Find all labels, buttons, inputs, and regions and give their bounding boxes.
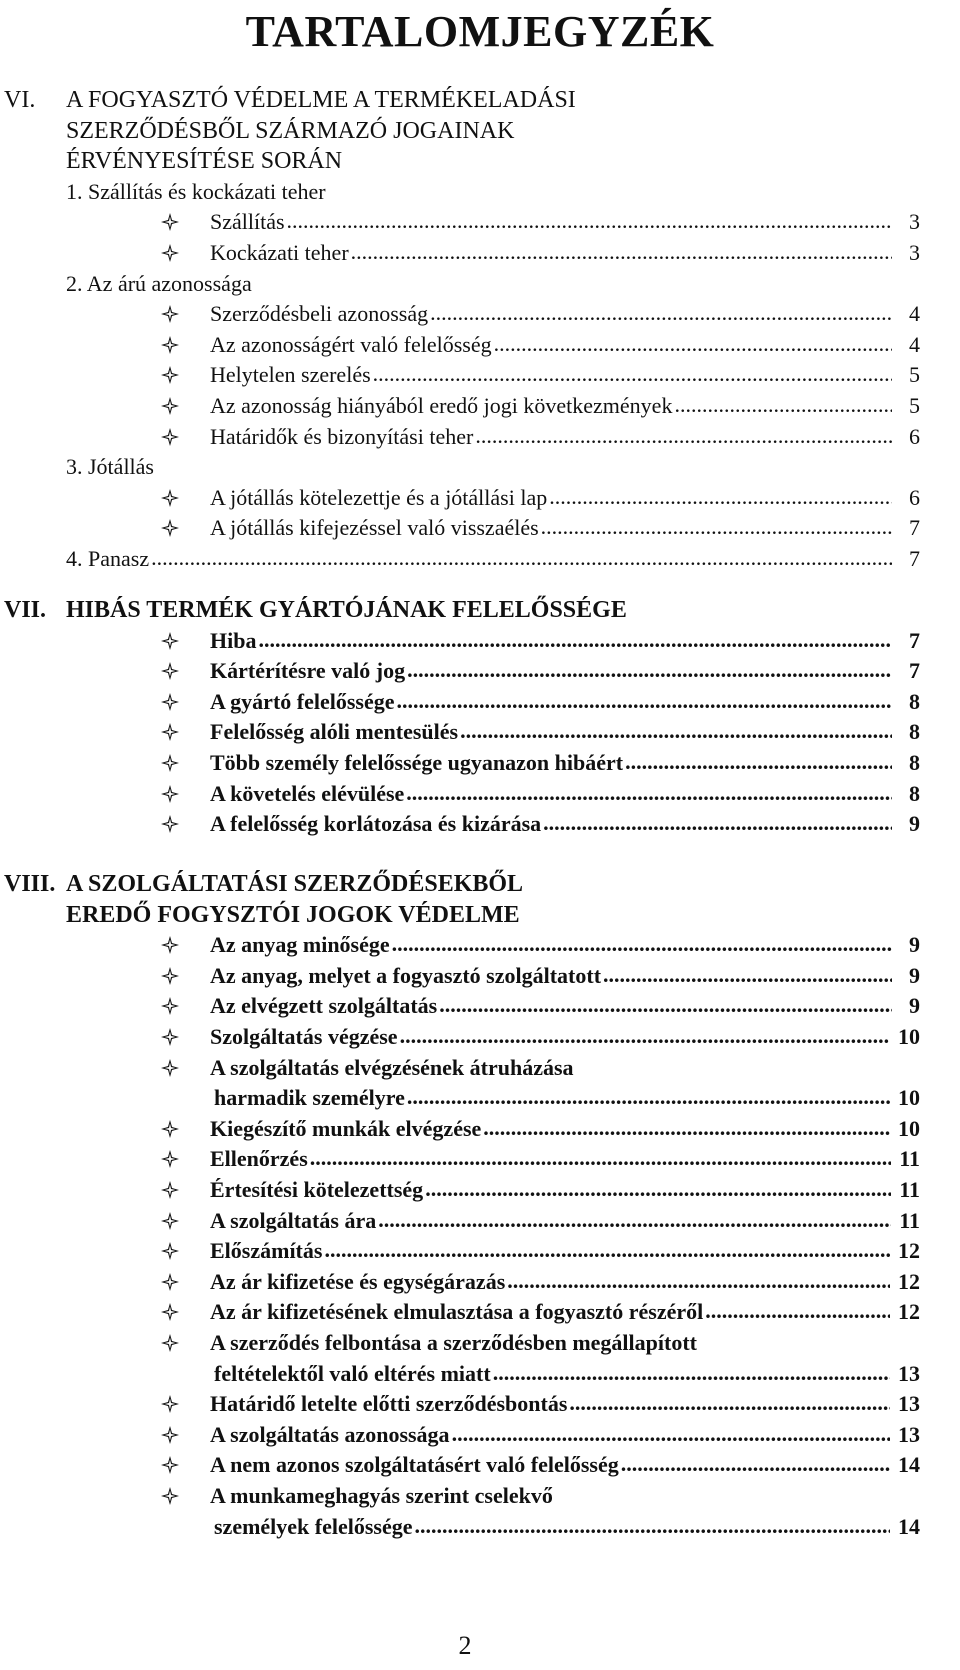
toc-entry-label: Szolgáltatás végzése — [210, 1024, 398, 1049]
toc-subsection-label: 4. Panasz — [66, 546, 150, 571]
toc-entry-label: Az elvégzett szolgáltatás — [210, 993, 438, 1019]
toc-entry[interactable] — [210, 747, 920, 779]
toc-entry[interactable] — [210, 1174, 920, 1206]
toc-page-number: 12 — [898, 1299, 920, 1325]
section-heading-text: SZERZŐDÉSBŐL SZÁRMAZÓ JOGAINAK — [66, 117, 515, 144]
dot-leader — [705, 1295, 890, 1327]
toc-entry[interactable] — [210, 778, 920, 810]
toc-entry-label: feltételektől való eltérés miatt — [214, 1360, 491, 1386]
toc-entry-label: Határidő letelte előtti szerződésbontás — [210, 1391, 568, 1417]
toc-entry-label: Kiegészítő munkák elvégzése — [210, 1115, 482, 1141]
toc-entry-label: Több személy felelőssége ugyanazon hibáért — [210, 750, 624, 775]
toc-entry-label: Ellenőrzés — [210, 1146, 308, 1172]
toc-entry[interactable] — [210, 929, 920, 961]
diamond-bullet-icon — [160, 1180, 180, 1200]
dot-leader — [621, 1448, 890, 1480]
diamond-bullet-icon — [160, 1333, 180, 1353]
diamond-bullet-icon — [160, 1149, 180, 1169]
toc-entry-label: Az azonosságért való felelősség — [210, 331, 492, 357]
toc-entry[interactable] — [210, 421, 920, 453]
dot-leader — [397, 685, 893, 717]
diamond-bullet-icon — [160, 661, 180, 681]
toc-entry-label: Szállítás — [210, 209, 285, 235]
toc-entry-label: A szerződés felbontása a szerződésben megállapított — [210, 1330, 697, 1355]
toc-entry-label: Kockázati teher — [210, 240, 349, 265]
dot-leader — [569, 1387, 890, 1419]
toc-entry[interactable] — [210, 359, 920, 391]
toc-entry[interactable] — [210, 655, 920, 687]
toc-entry[interactable] — [210, 1419, 920, 1451]
dot-leader — [407, 1081, 890, 1113]
toc-page-number: 9 — [909, 993, 920, 1019]
diamond-bullet-icon — [160, 814, 180, 834]
diamond-bullet-icon — [160, 996, 180, 1016]
diamond-bullet-icon — [160, 1058, 180, 1078]
diamond-bullet-icon — [160, 396, 180, 416]
toc-entry[interactable] — [210, 1388, 920, 1420]
toc-entry-label: Előszámítás — [210, 1238, 323, 1264]
toc-entry[interactable] — [210, 1235, 920, 1267]
section-heading — [4, 868, 920, 900]
toc-page-number: 11 — [899, 1177, 920, 1202]
toc-page-number: 6 — [909, 423, 920, 449]
dot-leader — [392, 928, 892, 960]
diamond-bullet-icon — [160, 212, 180, 232]
dot-leader — [439, 989, 892, 1021]
section-heading-text: A SZOLGÁLTATÁSI SZERZŐDÉSEKBŐL — [66, 871, 524, 897]
diamond-bullet-icon — [160, 784, 180, 804]
toc-page-number: 7 — [909, 658, 920, 684]
toc-entry[interactable] — [210, 298, 920, 330]
section-heading — [66, 145, 920, 177]
toc-entry[interactable] — [210, 625, 920, 657]
section-number: VI. — [4, 87, 36, 113]
toc-page-number: 13 — [898, 1360, 920, 1386]
diamond-bullet-icon — [160, 1027, 180, 1047]
toc-entry-label: Az anyag minősége — [210, 932, 390, 958]
toc-entry[interactable] — [210, 1266, 920, 1298]
diamond-bullet-icon — [160, 692, 180, 712]
diamond-bullet-icon — [160, 631, 180, 651]
toc-entry-label: A követelés elévülése — [210, 780, 405, 806]
toc-page-number: 10 — [898, 1115, 920, 1141]
diamond-bullet-icon — [160, 1211, 180, 1231]
toc-entry[interactable] — [210, 329, 920, 361]
section-heading — [4, 84, 920, 116]
toc-entry[interactable] — [210, 1021, 920, 1053]
toc-entry[interactable] — [210, 1480, 920, 1512]
toc-entry-label: A gyártó felelőssége — [210, 688, 395, 714]
dot-leader — [541, 511, 892, 543]
toc-entry-label: Kártérítésre való jog — [210, 658, 406, 684]
section-heading — [66, 899, 920, 931]
toc-subsection[interactable] — [66, 543, 920, 575]
toc-entry-label: harmadik személyre — [214, 1085, 405, 1111]
toc-entry[interactable] — [210, 990, 920, 1022]
section-heading — [66, 115, 920, 147]
toc-entry[interactable] — [210, 1327, 920, 1359]
toc-entry-label: Felelősség alóli mentesülés — [210, 719, 459, 745]
dot-leader — [310, 1142, 891, 1174]
diamond-bullet-icon — [160, 488, 180, 508]
toc-entry[interactable] — [210, 390, 920, 422]
toc-entry-label: Az ár kifizetése és egységárazás — [210, 1268, 506, 1294]
dot-leader — [425, 1173, 891, 1205]
section-number: VII. — [4, 597, 47, 623]
toc-entry-label: A munkameghagyás szerint cselekvő — [210, 1483, 553, 1508]
toc-entry[interactable] — [210, 686, 920, 718]
toc-entry[interactable] — [210, 237, 920, 269]
dot-leader — [373, 358, 892, 390]
toc-entry[interactable] — [210, 512, 920, 544]
toc-entry-label: Határidők és bizonyítási teher — [210, 423, 474, 449]
toc-entry[interactable] — [210, 960, 920, 992]
toc-page-number: 10 — [898, 1024, 920, 1049]
diamond-bullet-icon — [160, 966, 180, 986]
toc-entry-label: Az anyag, melyet a fogyasztó szolgáltatott — [210, 962, 602, 988]
toc-subsection[interactable] — [66, 268, 920, 300]
dot-leader — [625, 746, 892, 778]
toc-entry[interactable] — [210, 482, 920, 514]
toc-entry[interactable] — [210, 1205, 920, 1237]
toc-page-number: 9 — [909, 811, 920, 837]
toc-page-number: 7 — [909, 546, 920, 571]
toc-entry-label: A szolgáltatás elvégzésének átruházása — [210, 1054, 574, 1080]
toc-page-number: 8 — [909, 688, 920, 714]
toc-page-number: 13 — [898, 1421, 920, 1447]
toc-subsection[interactable] — [66, 451, 920, 483]
toc-page-number: 9 — [909, 932, 920, 958]
dot-leader — [460, 715, 892, 747]
dot-leader — [378, 1204, 891, 1236]
dot-leader — [406, 777, 892, 809]
toc-page-number: 8 — [909, 780, 920, 806]
diamond-bullet-icon — [160, 1486, 180, 1506]
dot-leader — [603, 959, 892, 991]
toc-page-number: 14 — [898, 1513, 920, 1539]
toc-page-number: 8 — [909, 750, 920, 775]
dot-leader — [475, 420, 892, 452]
toc-page-number: 11 — [899, 1146, 920, 1172]
diamond-bullet-icon — [160, 753, 180, 773]
section-heading — [4, 594, 920, 626]
toc-entry-label: Hiba — [210, 627, 257, 653]
dot-leader — [452, 1418, 890, 1450]
dot-leader — [151, 542, 892, 574]
toc-entry-label: Értesítési kötelezettség — [210, 1177, 424, 1202]
toc-page-number: 3 — [909, 209, 920, 235]
toc-entry-label: A jótállás kifejezéssel való visszaélés — [210, 515, 539, 541]
toc-entry[interactable] — [210, 206, 920, 238]
diamond-bullet-icon — [160, 365, 180, 385]
section-heading-text: A FOGYASZTÓ VÉDELME A TERMÉKELADÁSI — [66, 87, 576, 113]
diamond-bullet-icon — [160, 1394, 180, 1414]
section-heading-text: ÉRVÉNYESÍTÉSE SORÁN — [66, 148, 343, 175]
dot-leader — [287, 205, 892, 237]
toc-subsection-label: 2. Az árú azonossága — [66, 270, 252, 296]
diamond-bullet-icon — [160, 722, 180, 742]
toc-entry[interactable] — [210, 808, 920, 840]
toc-page-number: 7 — [909, 515, 920, 541]
dot-leader — [324, 1234, 890, 1266]
section-number: VIII. — [4, 871, 56, 897]
toc-entry-label: Helytelen szerelés — [210, 362, 371, 388]
toc-page-number: 3 — [909, 240, 920, 265]
dot-leader — [407, 654, 892, 686]
dot-leader — [415, 1510, 890, 1542]
toc-page-number: 12 — [898, 1268, 920, 1294]
diamond-bullet-icon — [160, 1272, 180, 1292]
toc-entry-label: A szolgáltatás ára — [210, 1207, 377, 1233]
toc-entry[interactable] — [210, 1143, 920, 1175]
diamond-bullet-icon — [160, 1241, 180, 1261]
toc-page-number: 13 — [898, 1391, 920, 1417]
toc-page-number: 6 — [909, 484, 920, 510]
diamond-bullet-icon — [160, 427, 180, 447]
dot-leader — [549, 481, 892, 513]
toc-entry[interactable] — [210, 716, 920, 748]
diamond-bullet-icon — [160, 1425, 180, 1445]
dot-leader — [258, 624, 892, 656]
toc-page-number: 5 — [909, 393, 920, 418]
toc-entry-label: Az ár kifizetésének elmulasztása a fogyasztó részéről — [210, 1299, 704, 1325]
toc-page-number: 4 — [909, 331, 920, 357]
diamond-bullet-icon — [160, 335, 180, 355]
diamond-bullet-icon — [160, 1119, 180, 1139]
toc-page-number: 11 — [899, 1207, 920, 1233]
toc-entry-continuation[interactable] — [214, 1358, 920, 1390]
toc-entry-label: A jótállás kötelezettje és a jótállási lap — [210, 484, 548, 510]
dot-leader — [543, 807, 892, 839]
section-heading-text: EREDŐ FOGYSZTÓI JOGOK VÉDELME — [66, 901, 520, 928]
dot-leader — [674, 389, 892, 421]
section-heading-text: HIBÁS TERMÉK GYÁRTÓJÁNAK FELELŐSSÉGE — [66, 597, 627, 623]
toc-entry-label: Az azonosság hiányából eredő jogi következmények — [210, 393, 673, 418]
toc-subsection-label: 3. Jótállás — [66, 454, 154, 480]
toc-entry[interactable] — [210, 1052, 920, 1084]
dot-leader — [507, 1265, 890, 1297]
toc-subsection[interactable] — [66, 176, 920, 208]
toc-page-number: 14 — [898, 1452, 920, 1478]
dot-leader — [483, 1112, 890, 1144]
diamond-bullet-icon — [160, 1455, 180, 1475]
toc-entry[interactable] — [210, 1113, 920, 1145]
diamond-bullet-icon — [160, 243, 180, 263]
toc-entry-continuation[interactable] — [214, 1511, 920, 1543]
diamond-bullet-icon — [160, 304, 180, 324]
toc-page-number: 7 — [909, 627, 920, 653]
dot-leader — [400, 1020, 890, 1052]
toc-entry-label: A felelősség korlátozása és kizárása — [210, 811, 542, 837]
toc-page-number: 8 — [909, 719, 920, 745]
toc-page-number: 4 — [909, 301, 920, 327]
toc-entry-label: személyek felelőssége — [214, 1513, 413, 1539]
dot-leader — [351, 236, 892, 268]
dot-leader — [494, 328, 892, 360]
page-title: TARTALOMJEGYZÉK — [245, 7, 715, 56]
dot-leader — [493, 1357, 890, 1389]
toc-entry-label: Szerződésbeli azonosság — [210, 301, 429, 327]
diamond-bullet-icon — [160, 935, 180, 955]
toc-entry[interactable] — [210, 1296, 920, 1328]
toc-page-number: 9 — [909, 962, 920, 988]
toc-page-number: 12 — [898, 1238, 920, 1264]
toc-page-number: 10 — [898, 1085, 920, 1111]
toc-subsection-label: 1. Szállítás és kockázati teher — [66, 178, 326, 204]
diamond-bullet-icon — [160, 1302, 180, 1322]
toc-entry-label: A szolgáltatás azonossága — [210, 1421, 450, 1447]
dot-leader — [430, 297, 892, 329]
toc-entry[interactable] — [210, 1449, 920, 1481]
toc-entry-label: A nem azonos szolgáltatásért való felelősség — [210, 1452, 619, 1478]
diamond-bullet-icon — [160, 518, 180, 538]
toc-page-number: 5 — [909, 362, 920, 388]
page-number: 2 — [458, 1631, 472, 1660]
toc-entry-continuation[interactable] — [214, 1082, 920, 1114]
